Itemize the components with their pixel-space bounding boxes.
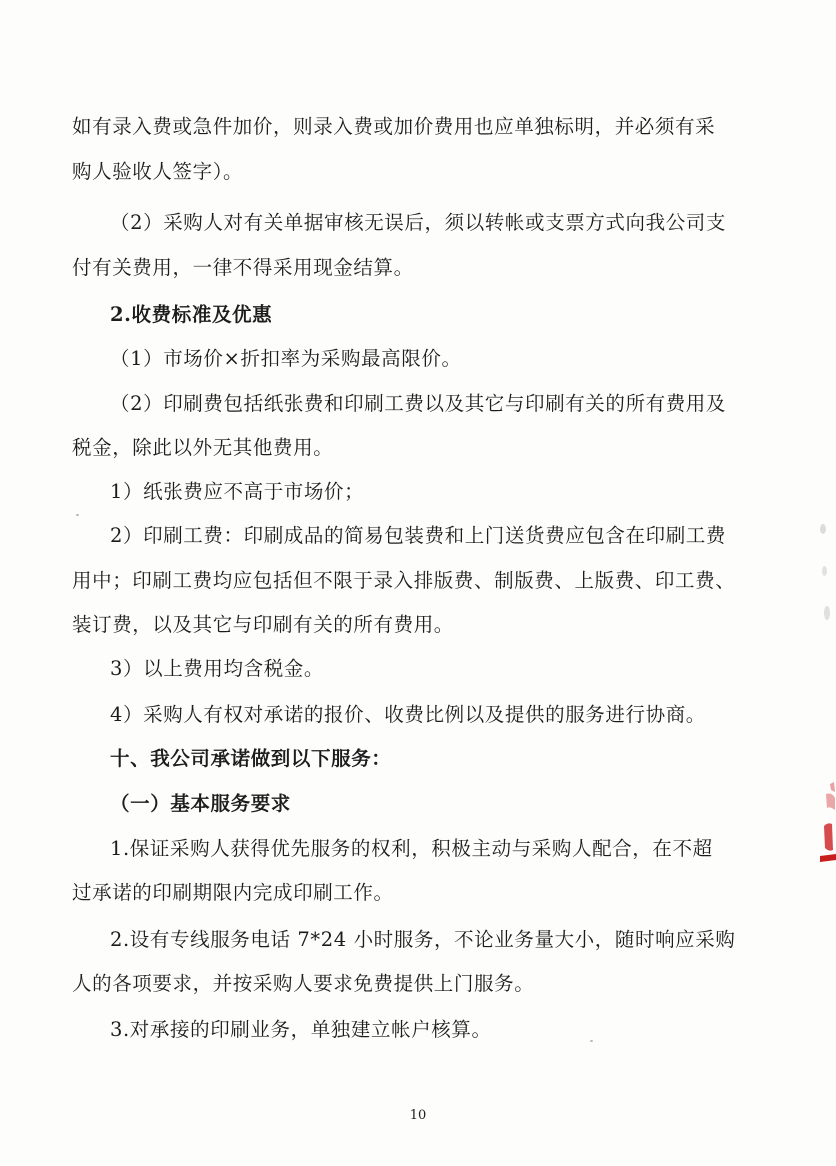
section-heading: 2.收费标准及优惠 (110, 303, 273, 326)
paragraph-line: 4）采购人有权对承诺的报价、收费比例以及提供的服务进行协商。 (110, 703, 706, 726)
paragraph-line: 如有录入费或急件加价，则录入费或加价费用也应单独标明，并必须有采 (72, 115, 716, 138)
paragraph-line: 1）纸张费应不高于市场价； (110, 480, 365, 503)
scan-speck (824, 606, 830, 620)
scan-speck (820, 524, 826, 534)
paragraph-line: 2）印刷工费：印刷成品的简易包装费和上门送货费应包含在印刷工费 (110, 524, 727, 547)
paragraph-line: （1）市场价×折扣率为采购最高限价。 (110, 347, 462, 370)
paragraph-line: 3.对承接的印刷业务，单独建立帐户核算。 (110, 1018, 492, 1041)
paragraph-line: （2）采购人对有关单据审核无误后，须以转帐或支票方式向我公司支 (110, 211, 727, 234)
subsection-heading: （一）基本服务要求 (110, 792, 291, 815)
scan-speck (822, 566, 827, 576)
paragraph-line: 用中；印刷工费均应包括但不限于录入排版费、制版费、上版费、印工费、 (72, 569, 736, 592)
paragraph-line: 付有关费用，一律不得采用现金结算。 (72, 256, 414, 279)
paragraph-line: 装订费，以及其它与印刷有关的所有费用。 (72, 613, 454, 636)
red-seal-fragment (816, 780, 836, 870)
section-heading: 十、我公司承诺做到以下服务： (110, 747, 392, 770)
paragraph-line: 购人验收人签字）。 (72, 160, 244, 183)
paragraph-line: （2）印刷费包括纸张费和印刷工费以及其它与印刷有关的所有费用及 (110, 392, 727, 415)
paragraph-line: 过承诺的印刷期限内完成印刷工作。 (72, 881, 394, 904)
page-number: 10 (409, 1108, 427, 1123)
paragraph-line: 税金，除此以外无其他费用。 (72, 436, 334, 459)
scan-speck (76, 514, 79, 516)
paragraph-line: 人的各项要求，并按采购人要求免费提供上门服务。 (72, 972, 535, 995)
paragraph-line: 2.设有专线服务电话 7*24 小时服务，不论业务量大小，随时响应采购 (110, 928, 736, 951)
paragraph-line: 1.保证采购人获得优先服务的权利，积极主动与采购人配合，在不超 (110, 837, 713, 860)
scan-speck (590, 1040, 593, 1042)
paragraph-line: 3）以上费用均含税金。 (110, 657, 325, 680)
